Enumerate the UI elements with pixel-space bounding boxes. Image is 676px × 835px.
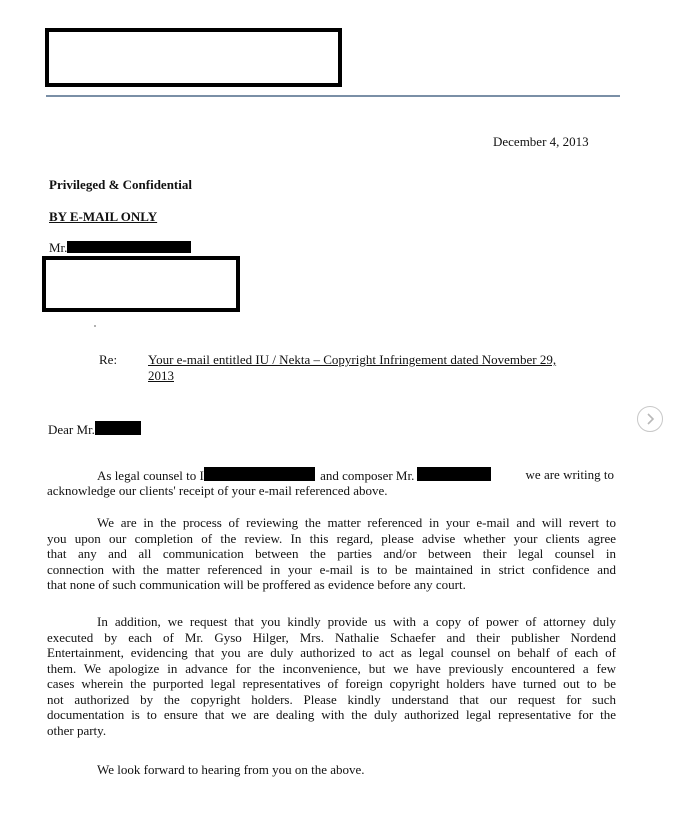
paragraph-3	[47, 614, 616, 738]
re-subject-line-1: Your e-mail entitled IU / Nekta – Copyright Infringement dated November 29,	[148, 352, 557, 367]
paragraph-2-line: you upon our completion of the review. In this regard, please advise whether your clients agree	[47, 530, 616, 546]
header-rule	[46, 95, 620, 97]
paragraph-3-line: other party.	[47, 722, 107, 738]
client-name-redaction	[204, 467, 315, 481]
next-page-button[interactable]	[637, 406, 663, 432]
paragraph-1-line-2: acknowledge our clients' receipt of your e-mail referenced above.	[47, 483, 388, 498]
salutation-text: Dear Mr.	[48, 422, 95, 437]
paragraph-1-line-1	[97, 467, 617, 484]
paragraph-2-line: that none of such communication will be proffered as evidence before any court.	[47, 577, 466, 592]
paragraph-3-line: Entertainment, evidencing that you are duly authorized to act as legal counsel on behalf of each of	[47, 645, 616, 660]
paragraph-3-line: not authorized by the copyright holders. Please kindly understand that our request for such	[47, 691, 616, 707]
p1-text-a: As legal counsel to I	[97, 468, 204, 483]
p1-text-c: we are writing to	[525, 467, 614, 482]
chevron-right-icon	[645, 413, 655, 425]
letter-date: December 4, 2013	[493, 134, 589, 149]
paragraph-4: We look forward to hearing from you on the above.	[97, 762, 365, 777]
paragraph-3-line: In addition, we request that you kindly provide us with a copy of power of attorney duly	[97, 614, 616, 629]
composer-name-redaction	[417, 467, 491, 481]
re-subject-line-2: 2013	[148, 368, 174, 383]
paragraph-2	[47, 515, 616, 593]
delivery-label: BY E-MAIL ONLY	[49, 209, 158, 224]
p1-text-b: and composer Mr.	[320, 468, 415, 483]
letterhead-redaction	[45, 28, 342, 87]
paragraph-3-line: cases wherein the purported legal representatives of foreign copyright holders have turned out to be	[47, 676, 616, 691]
re-label: Re:	[99, 352, 118, 367]
paragraph-2-line: We are in the process of reviewing the matter referenced in your e-mail and will revert to	[97, 515, 616, 530]
addressee-name-redaction	[67, 241, 191, 253]
address-redaction	[42, 256, 240, 312]
addressee-prefix: Mr.	[49, 240, 68, 255]
salutation-name-redaction	[95, 421, 141, 435]
privileged-label: Privileged & Confidential	[49, 177, 192, 192]
paragraph-3-line: them. We apologize in advance for the inconvenience, but we have previously encountered a few	[47, 660, 616, 676]
paragraph-2-line: connection with the matter referenced in your e-mail is to be maintained in strict confidence and	[47, 561, 616, 577]
paragraph-3-line: executed by each of Mr. Gyso Hilger, Mrs. Nathalie Schaefer and their publisher Nordend	[47, 629, 616, 645]
addressee-line	[49, 240, 191, 256]
salutation	[48, 421, 141, 438]
paragraph-3-line: documentation is to ensure that we are dealing with the duly authorized legal representative for the	[47, 707, 616, 722]
paragraph-2-line: that any and all communication between the parties and/or between their legal counsel in	[47, 546, 616, 561]
stray-mark	[94, 325, 96, 327]
